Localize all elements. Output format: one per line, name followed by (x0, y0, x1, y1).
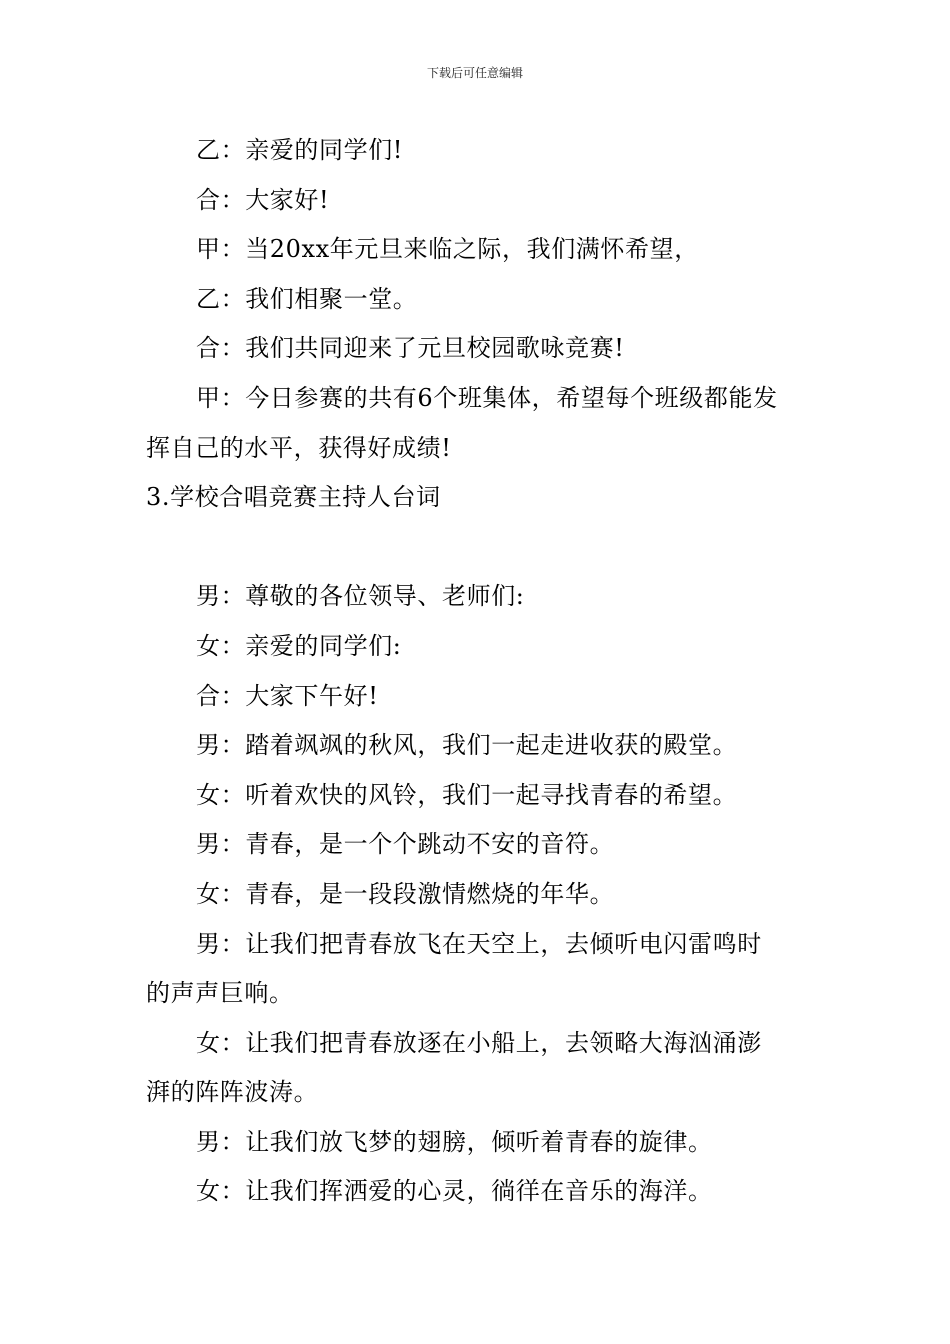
dialogue-line: 男：青春，是一个个跳动不安的音符。 (196, 830, 615, 859)
dialogue-line: 女：让我们挥洒爱的心灵，徜徉在音乐的海洋。 (196, 1177, 713, 1206)
dialogue-line: 男：让我们放飞梦的翅膀，倾听着青春的旋律。 (196, 1127, 713, 1156)
document-body (146, 126, 808, 1217)
dialogue-line: 女：青春，是一段段激情燃烧的年华。 (196, 879, 615, 908)
dialogue-line: 合：大家下午好! (196, 681, 379, 710)
dialogue-line: 女：亲爱的同学们: (196, 631, 402, 660)
dialogue-line-continuation: 湃的阵阵波涛。 (146, 1078, 319, 1107)
section-heading: 3.学校合唱竞赛主持人台词 (146, 483, 441, 512)
dialogue-line-continuation: 挥自己的水平，获得好成绩! (146, 433, 452, 462)
dialogue-line: 合：大家好! (196, 185, 330, 214)
blank-line (146, 523, 808, 573)
dialogue-line: 乙：亲爱的同学们! (196, 136, 404, 164)
dialogue-line: 甲：今日参赛的共有6个班集体，希望每个班级都能发 (196, 383, 778, 412)
dialogue-line: 男：尊敬的各位领导、老师们: (196, 582, 525, 611)
dialogue-line: 甲：当20xx年元旦来临之际，我们满怀希望， (196, 235, 699, 264)
dialogue-line: 女：听着欢快的风铃，我们一起寻找青春的希望。 (196, 780, 738, 809)
dialogue-line: 乙：我们相聚一堂。 (196, 284, 418, 313)
dialogue-line: 男：踏着飒飒的秋风，我们一起走进收获的殿堂。 (196, 731, 738, 760)
page-header: 下载后可任意编辑 (426, 66, 523, 80)
dialogue-line-continuation: 的声声巨响。 (146, 979, 294, 1008)
dialogue-line: 男：让我们把青春放飞在天空上，去倾听电闪雷鸣时 (196, 929, 762, 958)
dialogue-line: 合：我们共同迎来了元旦校园歌咏竞赛! (196, 334, 625, 363)
dialogue-line: 女：让我们把青春放逐在小船上，去领略大海汹涌澎 (196, 1028, 762, 1057)
